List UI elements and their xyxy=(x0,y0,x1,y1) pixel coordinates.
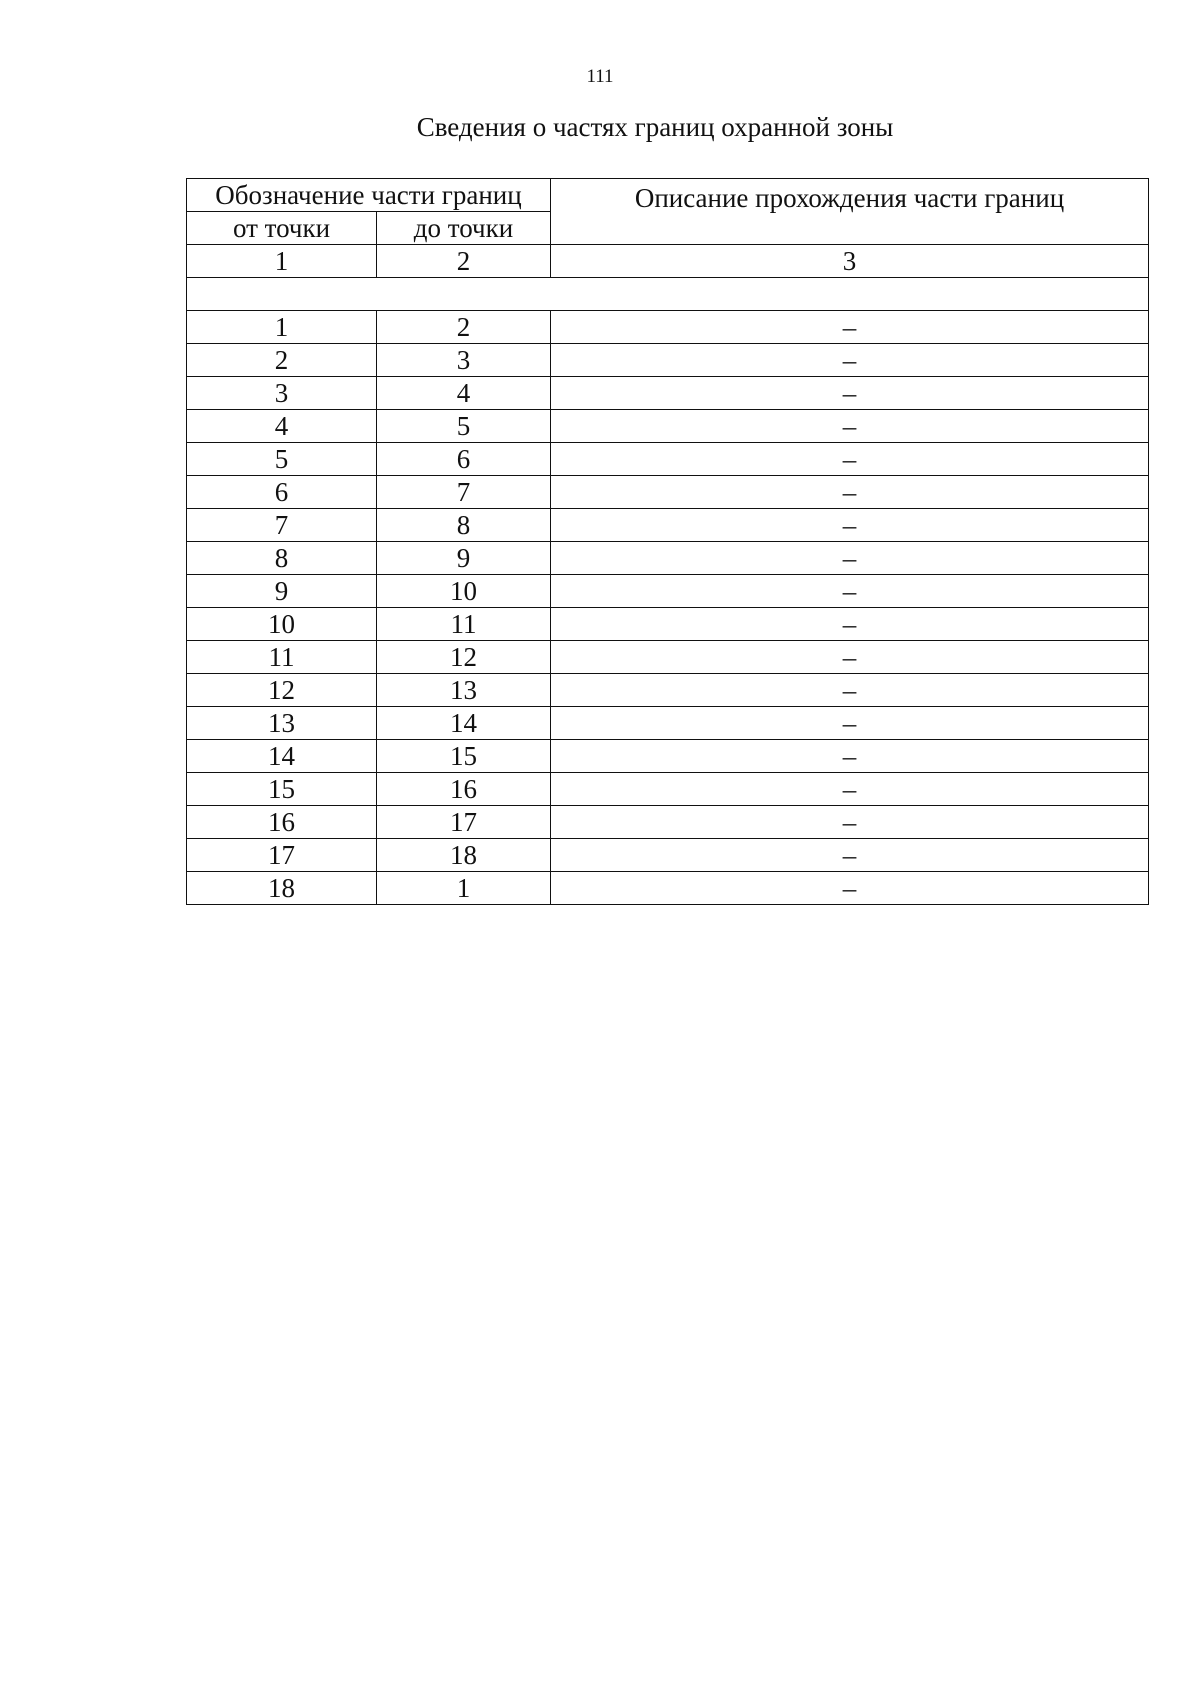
row-to-point: 5 xyxy=(377,410,551,443)
table-row xyxy=(187,476,1149,509)
row-to-point: 17 xyxy=(377,806,551,839)
row-to-point: 16 xyxy=(377,773,551,806)
table-row xyxy=(187,872,1149,905)
row-from-point: 10 xyxy=(187,608,377,641)
table-row xyxy=(187,575,1149,608)
row-to-point: 18 xyxy=(377,839,551,872)
row-description: – xyxy=(551,674,1149,707)
row-from-point: 5 xyxy=(187,443,377,476)
header-from-point: от точки xyxy=(187,212,377,245)
row-description: – xyxy=(551,377,1149,410)
row-from-point: 18 xyxy=(187,872,377,905)
table-row xyxy=(187,410,1149,443)
row-to-point: 10 xyxy=(377,575,551,608)
row-to-point: 14 xyxy=(377,707,551,740)
row-to-point: 8 xyxy=(377,509,551,542)
row-from-point: 1 xyxy=(187,311,377,344)
table-row xyxy=(187,839,1149,872)
row-to-point: 7 xyxy=(377,476,551,509)
table-row xyxy=(187,344,1149,377)
row-description: – xyxy=(551,509,1149,542)
table-row xyxy=(187,707,1149,740)
row-to-point: 6 xyxy=(377,443,551,476)
row-to-point: 9 xyxy=(377,542,551,575)
row-from-point: 14 xyxy=(187,740,377,773)
row-description: – xyxy=(551,311,1149,344)
table-row xyxy=(187,740,1149,773)
row-description: – xyxy=(551,839,1149,872)
table-row xyxy=(187,377,1149,410)
row-description: – xyxy=(551,344,1149,377)
row-description: – xyxy=(551,575,1149,608)
column-number-row xyxy=(187,245,1149,278)
row-from-point: 3 xyxy=(187,377,377,410)
row-from-point: 2 xyxy=(187,344,377,377)
row-to-point: 13 xyxy=(377,674,551,707)
row-description: – xyxy=(551,443,1149,476)
boundary-parts-table xyxy=(186,178,1149,905)
row-description: – xyxy=(551,740,1149,773)
table-row xyxy=(187,773,1149,806)
row-to-point: 15 xyxy=(377,740,551,773)
table-row xyxy=(187,509,1149,542)
row-from-point: 16 xyxy=(187,806,377,839)
row-description: – xyxy=(551,707,1149,740)
empty-section-cell xyxy=(187,278,1149,311)
empty-section-row xyxy=(187,278,1149,311)
row-to-point: 1 xyxy=(377,872,551,905)
row-from-point: 7 xyxy=(187,509,377,542)
page-number: 111 xyxy=(586,66,614,87)
document-title: Сведения о частях границ охранной зоны xyxy=(416,112,894,142)
row-from-point: 13 xyxy=(187,707,377,740)
row-to-point: 12 xyxy=(377,641,551,674)
row-from-point: 8 xyxy=(187,542,377,575)
row-to-point: 2 xyxy=(377,311,551,344)
row-to-point: 11 xyxy=(377,608,551,641)
row-description: – xyxy=(551,641,1149,674)
row-to-point: 4 xyxy=(377,377,551,410)
header-description: Описание прохождения части границ xyxy=(551,179,1149,245)
row-description: – xyxy=(551,410,1149,443)
row-from-point: 15 xyxy=(187,773,377,806)
column-number-1: 1 xyxy=(187,245,377,278)
row-from-point: 4 xyxy=(187,410,377,443)
table-row xyxy=(187,674,1149,707)
row-from-point: 17 xyxy=(187,839,377,872)
header-designation: Обозначение части границ xyxy=(187,179,551,212)
table-row xyxy=(187,542,1149,575)
row-description: – xyxy=(551,806,1149,839)
header-to-point: до точки xyxy=(377,212,551,245)
row-description: – xyxy=(551,608,1149,641)
row-from-point: 9 xyxy=(187,575,377,608)
row-description: – xyxy=(551,542,1149,575)
row-from-point: 12 xyxy=(187,674,377,707)
table-header-row xyxy=(187,179,1149,212)
table-row xyxy=(187,641,1149,674)
table-row xyxy=(187,443,1149,476)
table-row xyxy=(187,806,1149,839)
row-from-point: 6 xyxy=(187,476,377,509)
row-from-point: 11 xyxy=(187,641,377,674)
row-description: – xyxy=(551,773,1149,806)
row-description: – xyxy=(551,872,1149,905)
table-row xyxy=(187,311,1149,344)
row-to-point: 3 xyxy=(377,344,551,377)
column-number-3: 3 xyxy=(551,245,1149,278)
row-description: – xyxy=(551,476,1149,509)
column-number-2: 2 xyxy=(377,245,551,278)
table-row xyxy=(187,608,1149,641)
